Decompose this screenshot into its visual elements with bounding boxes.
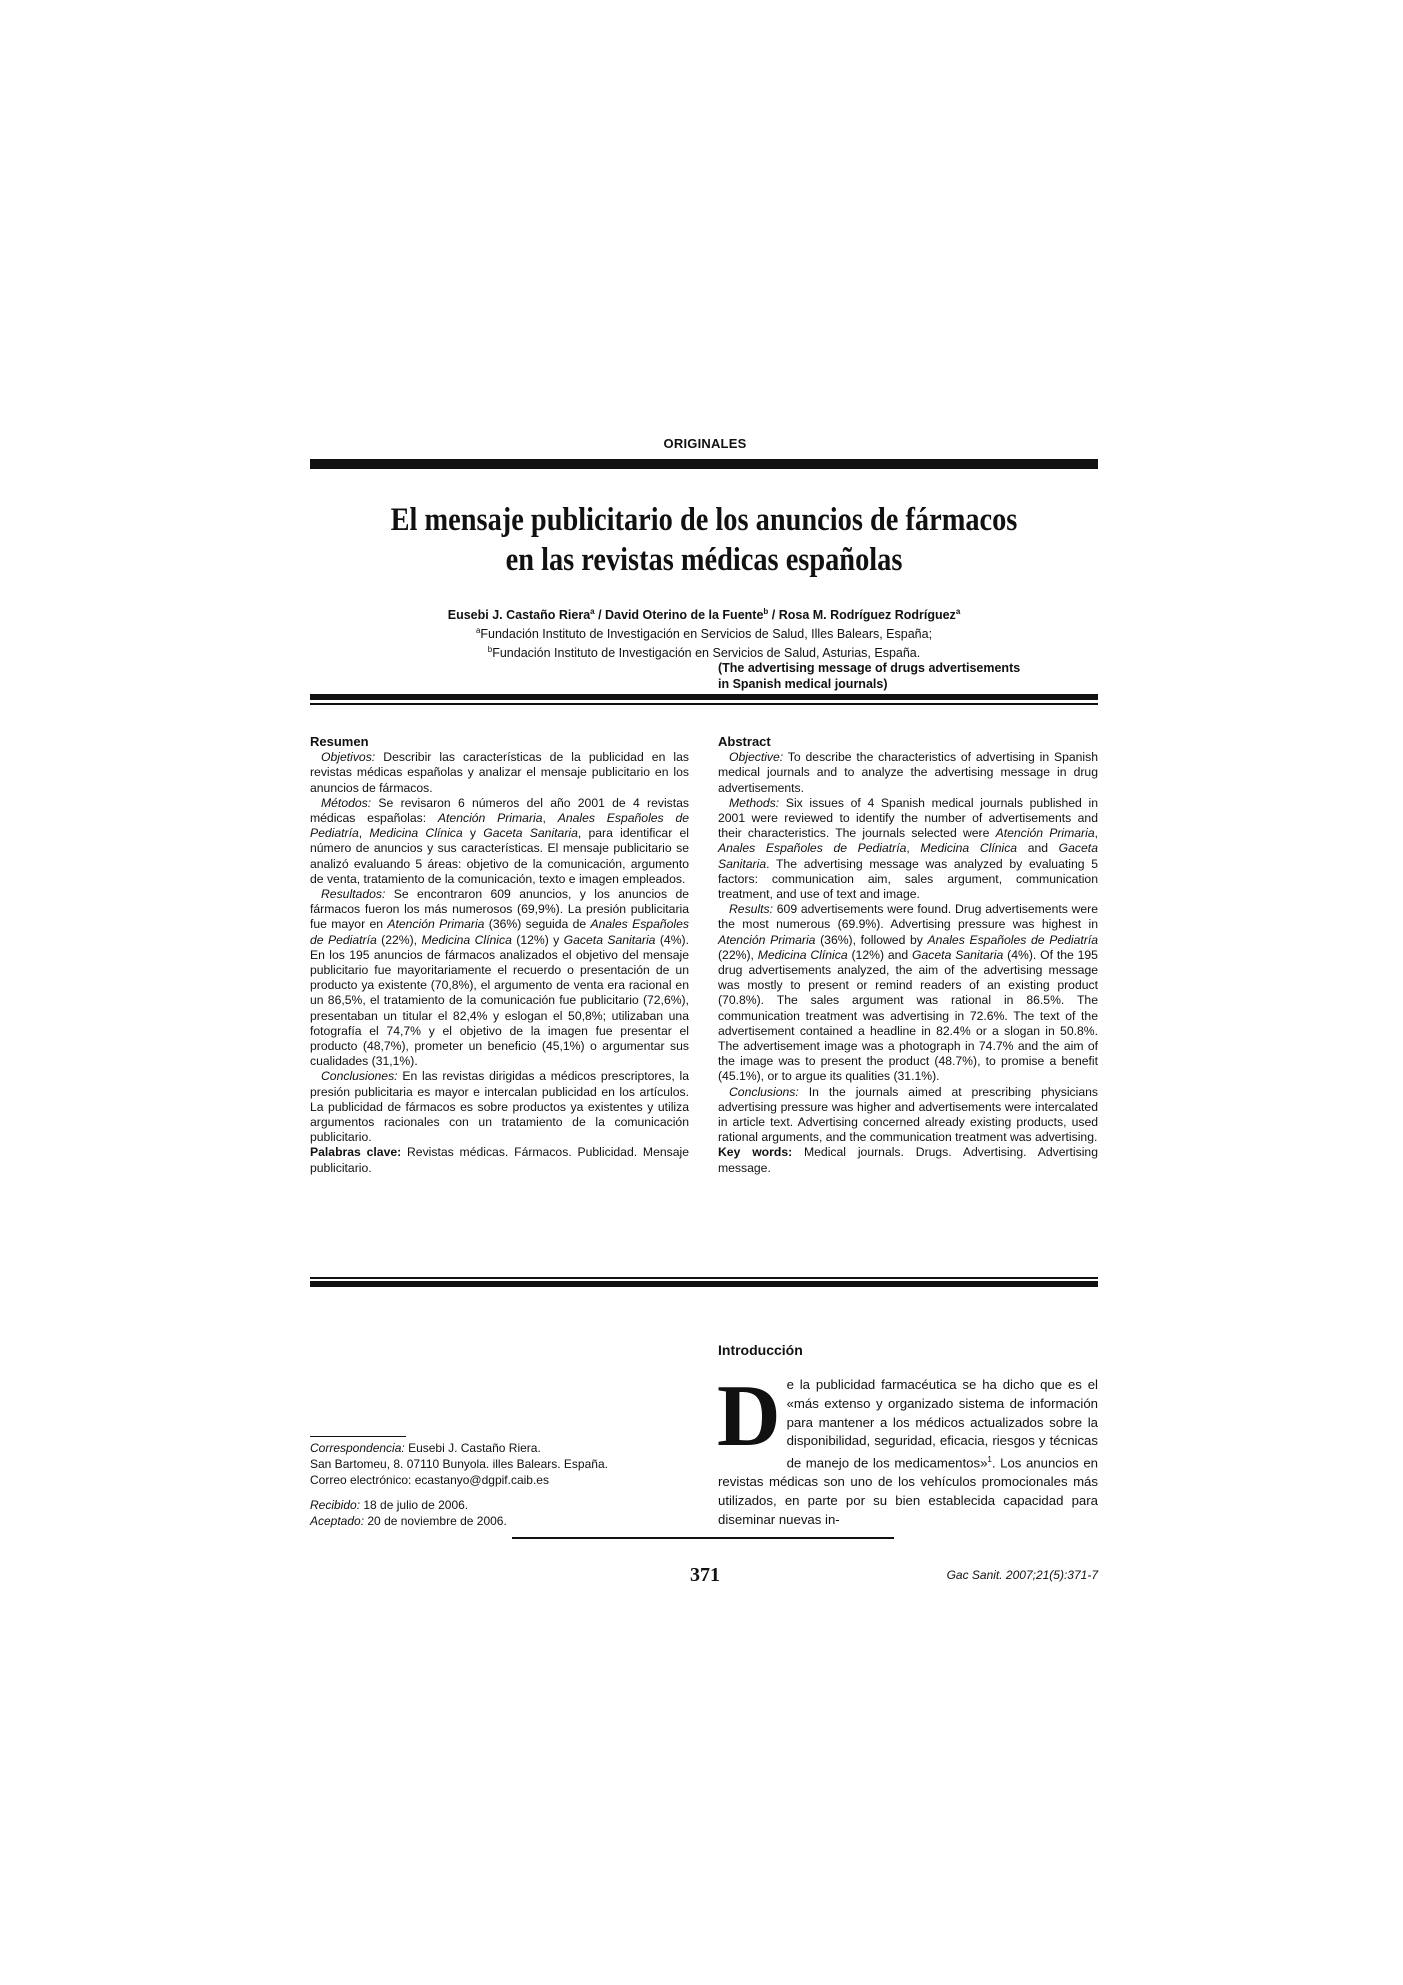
introduction-paragraph-cont: . Los anuncios en revistas médicas son uno de los vehículos promocionales más utilizados, en parte por su bien establecida capacidad para diseminar nuevas in-	[718, 1455, 1098, 1527]
resumen-column	[310, 734, 689, 1176]
resumen-objetivos-label: Objetivos:	[321, 750, 376, 765]
resumen-objetivos	[310, 750, 689, 796]
journal-name: Medicina Clínica	[920, 841, 1018, 856]
abstract-methods-label: Methods:	[729, 795, 780, 810]
journal-name: Anales Españoles de Pediatría	[927, 932, 1098, 947]
abstract-heading: Abstract	[718, 734, 771, 749]
abstract-methods-text-2: . The advertising message was analyzed by evaluating 5 factors: communication aim, sales argument, communication treatment, and use of text and image.	[718, 856, 1098, 902]
separator: and	[1017, 841, 1059, 856]
journal-name: Gaceta Sanitaria	[563, 932, 656, 947]
introduction-text	[717, 1368, 1098, 1530]
abstract-keywords-text: Medical journals. Drugs. Advertising. Advertising message.	[718, 1145, 1098, 1175]
journal-name: Gaceta Sanitaria	[483, 826, 578, 841]
journal-name: Gaceta Sanitaria	[718, 841, 1098, 871]
author-separator: /	[594, 608, 606, 623]
author-names	[310, 604, 1098, 623]
resumen-metodos	[310, 796, 689, 887]
abstract-results-text: (36%), followed by	[815, 932, 928, 947]
correspondence-author: Eusebi J. Castaño Riera.	[404, 1441, 541, 1455]
separator: ,	[1094, 826, 1098, 841]
page-number: 371	[690, 1564, 720, 1586]
resumen-resultados-text: (36%) seguida de	[484, 917, 591, 932]
abstract-results-text: (22%),	[718, 947, 758, 962]
affiliation-a-text: Fundación Instituto de Investigación en Servicios de Salud, Illes Balears, España;	[480, 627, 933, 642]
title-line-2: en las revistas médicas españolas	[505, 542, 903, 578]
affiliation-b	[310, 642, 1098, 661]
journal-name: Anales Españoles de Pediatría	[718, 841, 907, 856]
author-separator: /	[768, 608, 779, 623]
resumen-resultados-text: Se encontraron 609 anuncios, y los anuncios de fármacos fueron los más numerosos (69,9%). La presión publicitaria fue mayor en	[310, 887, 689, 932]
affiliation-b-text: Fundación Instituto de Investigación en Servicios de Salud, Asturias, España.	[492, 646, 921, 661]
abstract-column	[718, 734, 1098, 1176]
resumen-resultados-label: Resultados:	[321, 887, 386, 902]
journal-citation: Gac Sanit. 2007;21(5):371-7	[946, 1568, 1098, 1582]
abstract-results-text: 609 advertisements were found. Drug advertisements were the most numerous (69.9%). Advertising pressure was highest in	[718, 902, 1098, 932]
reference-marker: 1	[987, 1455, 992, 1465]
separator: ,	[358, 826, 370, 841]
correspondence-address: San Bartomeu, 8. 07110 Bunyola. illes Balears. España.	[310, 1457, 608, 1471]
abstract-methods-text: Six issues of 4 Spanish medical journals published in 2001 were reviewed to identify the number of advertisements and their characteristics. The journals selected were	[718, 795, 1098, 841]
abstract-results-label: Results:	[729, 902, 774, 917]
drop-cap: D	[717, 1368, 781, 1465]
authors-block	[310, 604, 1098, 661]
abstract-conclusions-label: Conclusions:	[729, 1084, 799, 1099]
resumen-heading: Resumen	[310, 734, 369, 749]
abstract-objective	[718, 750, 1098, 796]
email-label: Correo electrónico:	[310, 1473, 415, 1487]
header-rule	[310, 459, 1098, 469]
title-line-1: El mensaje publicitario de los anuncios de fármacos	[390, 502, 1018, 538]
abstract-top-rule	[310, 694, 1098, 700]
resumen-metodos-label: Métodos:	[321, 795, 372, 810]
abstract-keywords	[718, 1145, 1098, 1175]
journal-name: Medicina Clínica	[369, 826, 463, 841]
author-1: Eusebi J. Castaño Riera	[447, 608, 591, 623]
resumen-keywords-text: Revistas médicas. Fármacos. Publicidad. Mensaje publicitario.	[310, 1145, 689, 1175]
english-title	[718, 660, 1098, 692]
accepted-date	[310, 1513, 710, 1529]
author-1-affil: a	[590, 607, 595, 616]
author-3-affil: a	[955, 607, 961, 616]
resumen-conclusiones-label: Conclusiones:	[321, 1069, 398, 1084]
affiliation-a-marker: a	[475, 626, 481, 636]
resumen-metodos-text-2: , para identificar el número de anuncios y sus características. El mensaje publicitario se analizó evaluando 5 áreas: objetivo de la comunicación, argumento de venta, tratamiento de la comunicación, texto e imagen empleados.	[310, 826, 689, 886]
correspondence-name	[310, 1440, 710, 1456]
author-3: Rosa M. Rodríguez Rodríguez	[778, 608, 956, 623]
introduction-paragraph: e la publicidad farmacéutica se ha dicho que es el «más extenso y organizado sistema de información para mantener a los médicos actualizados sobre la disponibilidad, seguridad, eficacia, riesgos y técnicas de manejo de los medicamentos»	[786, 1377, 1098, 1471]
journal-name: Gaceta Sanitaria	[912, 947, 1004, 962]
resumen-resultados-text: (12%) y	[511, 932, 564, 947]
introduction-heading: Introducción	[718, 1342, 803, 1358]
footer-rule	[512, 1537, 894, 1539]
journal-name: Anales Españoles de Pediatría	[310, 811, 689, 841]
separator: ,	[906, 841, 921, 856]
abstract-results-text: (12%) and	[847, 947, 913, 962]
correspondence-email	[310, 1472, 710, 1488]
article-title	[365, 500, 1043, 580]
journal-name: Medicina Clínica	[757, 947, 848, 962]
abstract-bottom-rule	[310, 1281, 1098, 1287]
resumen-conclusiones	[310, 1069, 689, 1145]
abstract-bottom-rule-thin	[310, 1277, 1098, 1279]
separator: y	[462, 826, 484, 841]
abstract-conclusions	[718, 1085, 1098, 1146]
abstract-methods	[718, 796, 1098, 902]
correspondence-label: Correspondencia:	[310, 1441, 405, 1455]
accepted-value: 20 de noviembre de 2006.	[364, 1514, 507, 1528]
journal-name: Atención Primaria	[995, 826, 1095, 841]
resumen-conclusiones-text: En las revistas dirigidas a médicos prescriptores, la presión publicitaria es mayor e intercalan publicidad en los artículos. La publicidad de fármacos es sobre productos ya existentes y utiliza argumentos racionales con un tratamiento de la comunicación publicitario.	[310, 1069, 689, 1145]
author-2: David Oterino de la Fuente	[605, 608, 764, 623]
received-value: 18 de julio de 2006.	[360, 1498, 469, 1512]
resumen-resultados-text: (4%). En los 195 anuncios de fármacos analizados el objetivo del mensaje publicitario fue mayoritariamente el recuerdo o presentación de un producto ya existente (70,8%), el argumento de venta era racional en un 86,5%, el tratamiento de la comunicación fue publicitario (72,6%), presentaban un titular el 82,4% y eslogan el 50,8%; utilizaban una fotografía el 74,7% y el objetivo de la imagen fue presentar el producto (48,7%), prometer un beneficio (45,1%) o argumentar sus cualidades (31,1%).	[310, 932, 689, 1069]
journal-name: Atención Primaria	[437, 811, 543, 826]
email-address[interactable]: ecastanyo@dgpif.caib.es	[414, 1473, 549, 1487]
abstract-top-rule-thin	[310, 703, 1098, 705]
resumen-metodos-text: Se revisaron 6 números del año 2001 de 4 revistas médicas españolas:	[310, 795, 689, 826]
separator: ,	[542, 811, 558, 826]
affiliation-a	[310, 623, 1098, 642]
abstract-objective-text: To describe the characteristics of advertising in Spanish medical journals and to analyze the advertising message in drug advertisements.	[718, 750, 1098, 795]
journal-name: Medicina Clínica	[421, 932, 512, 947]
english-title-line-2: in Spanish medical journals)	[718, 677, 888, 691]
abstract-results	[718, 902, 1098, 1084]
section-label: ORIGINALES	[663, 436, 747, 451]
resumen-keywords	[310, 1145, 689, 1175]
resumen-resultados-text: (22%),	[376, 932, 422, 947]
correspondence-block	[310, 1440, 710, 1529]
abstract-keywords-label: Key words:	[718, 1145, 793, 1160]
resumen-keywords-label: Palabras clave:	[310, 1145, 402, 1160]
resumen-resultados	[310, 887, 689, 1069]
journal-name: Atención Primaria	[387, 917, 485, 932]
english-title-line-1: (The advertising message of drugs advertisements	[718, 661, 1021, 675]
resumen-objetivos-text: Describir las características de la publicidad en las revistas médicas españolas y analizar el mensaje publicitario en los anuncios de fármacos.	[310, 750, 689, 795]
abstract-results-text: (4%). Of the 195 drug advertisements analyzed, the aim of the advertising message was mostly to present or remind readers of an existing product (70.8%). The sales argument was rational in 86.5%. The communication treatment was advertising in 72.6%. The text of the advertisement contained a headline in 82.4% or a slogan in 50.8%. The advertisement image was a photograph in 74.7% and the aim of the image was to present the product (48.7%), to promise a benefit (45.1%), or to argue its qualities (31.1%).	[718, 947, 1098, 1084]
affiliation-b-marker: b	[487, 645, 493, 655]
journal-name: Anales Españoles de Pediatría	[310, 917, 689, 947]
journal-name: Atención Primaria	[718, 932, 816, 947]
author-2-affil: b	[763, 607, 769, 616]
accepted-label: Aceptado:	[310, 1514, 365, 1528]
abstract-conclusions-text: In the journals aimed at prescribing physicians advertising pressure was higher and advertisements were intercalated in article text. Advertising concerned already existing products, used rational arguments, and the communication treatment was advertising.	[718, 1084, 1098, 1145]
correspondence-rule	[310, 1436, 406, 1437]
abstract-objective-label: Objective:	[729, 750, 784, 765]
received-date	[310, 1497, 710, 1513]
received-label: Recibido:	[310, 1498, 361, 1512]
